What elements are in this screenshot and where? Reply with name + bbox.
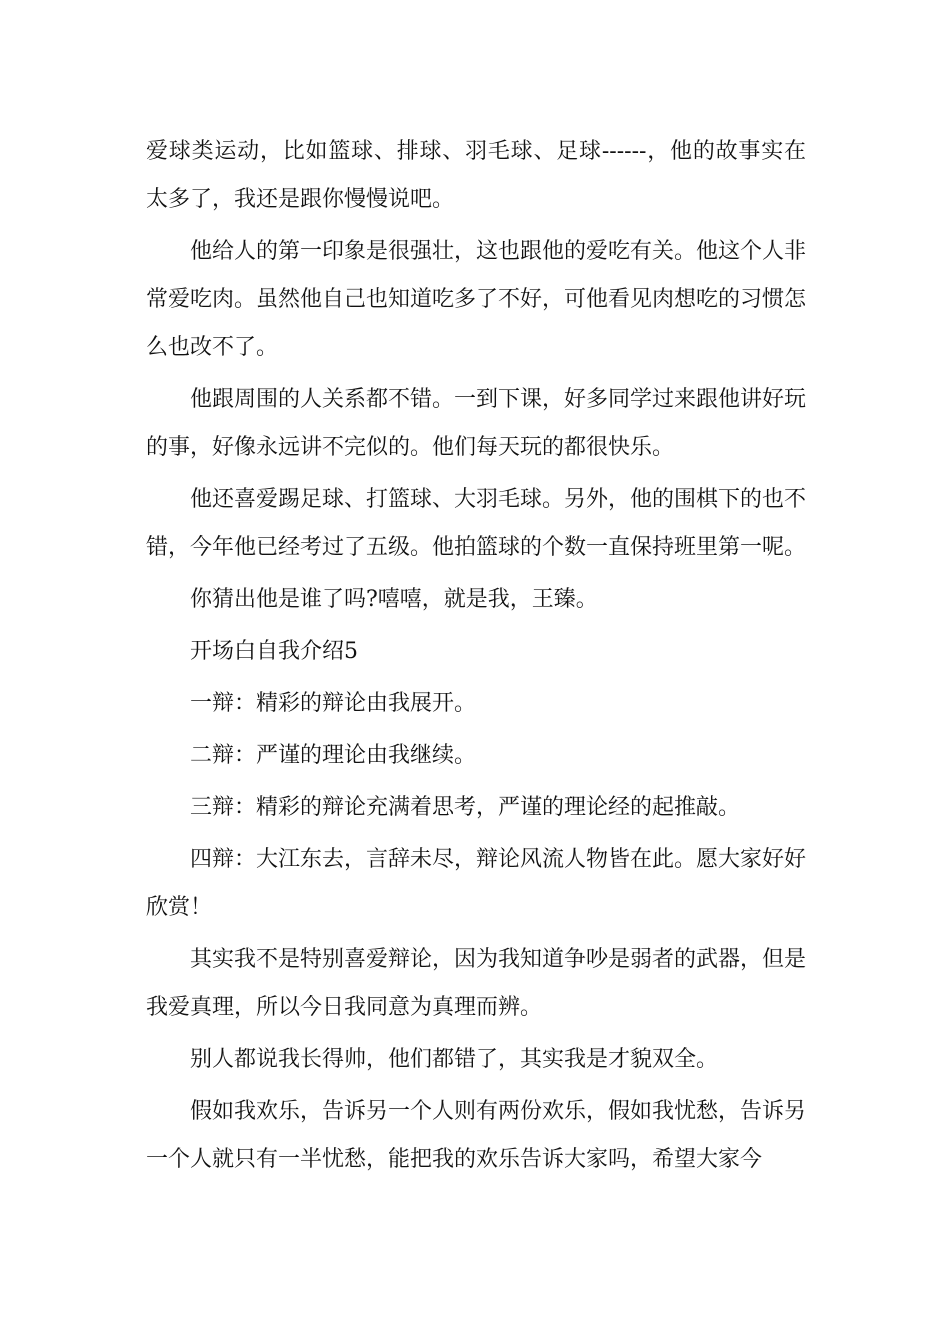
paragraph: 他跟周围的人关系都不错。一到下课，好多同学过来跟他讲好玩的事，好像永远讲不完似的。他们每天玩的都很快乐。 <box>146 387 807 460</box>
paragraph: 四辩：大江东去，言辞未尽，辩论风流人物皆在此。愿大家好好欣赏！ <box>146 847 807 920</box>
paragraph: 爱球类运动，比如篮球、排球、羽毛球、足球------，他的故事实在太多了，我还是跟你慢慢说吧。 <box>146 139 806 212</box>
section-heading: 开场白自我介绍5 <box>190 639 358 664</box>
paragraph: 三辩：精彩的辩论充满着思考，严谨的理论经的起推敲。 <box>190 795 741 820</box>
document-body <box>146 128 806 1188</box>
paragraph: 其实我不是特别喜爱辩论，因为我知道争吵是弱者的武器，但是我爱真理，所以今日我同意为真理而辨。 <box>146 947 807 1020</box>
paragraph: 别人都说我长得帅，他们都错了，其实我是才貌双全。 <box>190 1047 719 1072</box>
paragraph: 他还喜爱踢足球、打篮球、大羽毛球。另外，他的围棋下的也不错，今年他已经考过了五级。他拍篮球的个数一直保持班里第一呢。 <box>146 487 807 560</box>
paragraph: 他给人的第一印象是很强壮，这也跟他的爱吃有关。他这个人非常爱吃肉。虽然他自己也知道吃多了不好，可他看见肉想吃的习惯怎么也改不了。 <box>146 239 807 360</box>
paragraph: 二辩：严谨的理论由我继续。 <box>190 743 477 768</box>
paragraph: 你猜出他是谁了吗?嘻嘻，就是我，王臻。 <box>190 587 598 612</box>
paragraph: 假如我欢乐，告诉另一个人则有两份欢乐，假如我忧愁，告诉另一个人就只有一半忧愁，能把我的欢乐告诉大家吗，希望大家今 <box>146 1099 807 1172</box>
paragraph: 一辩：精彩的辩论由我展开。 <box>190 691 477 716</box>
